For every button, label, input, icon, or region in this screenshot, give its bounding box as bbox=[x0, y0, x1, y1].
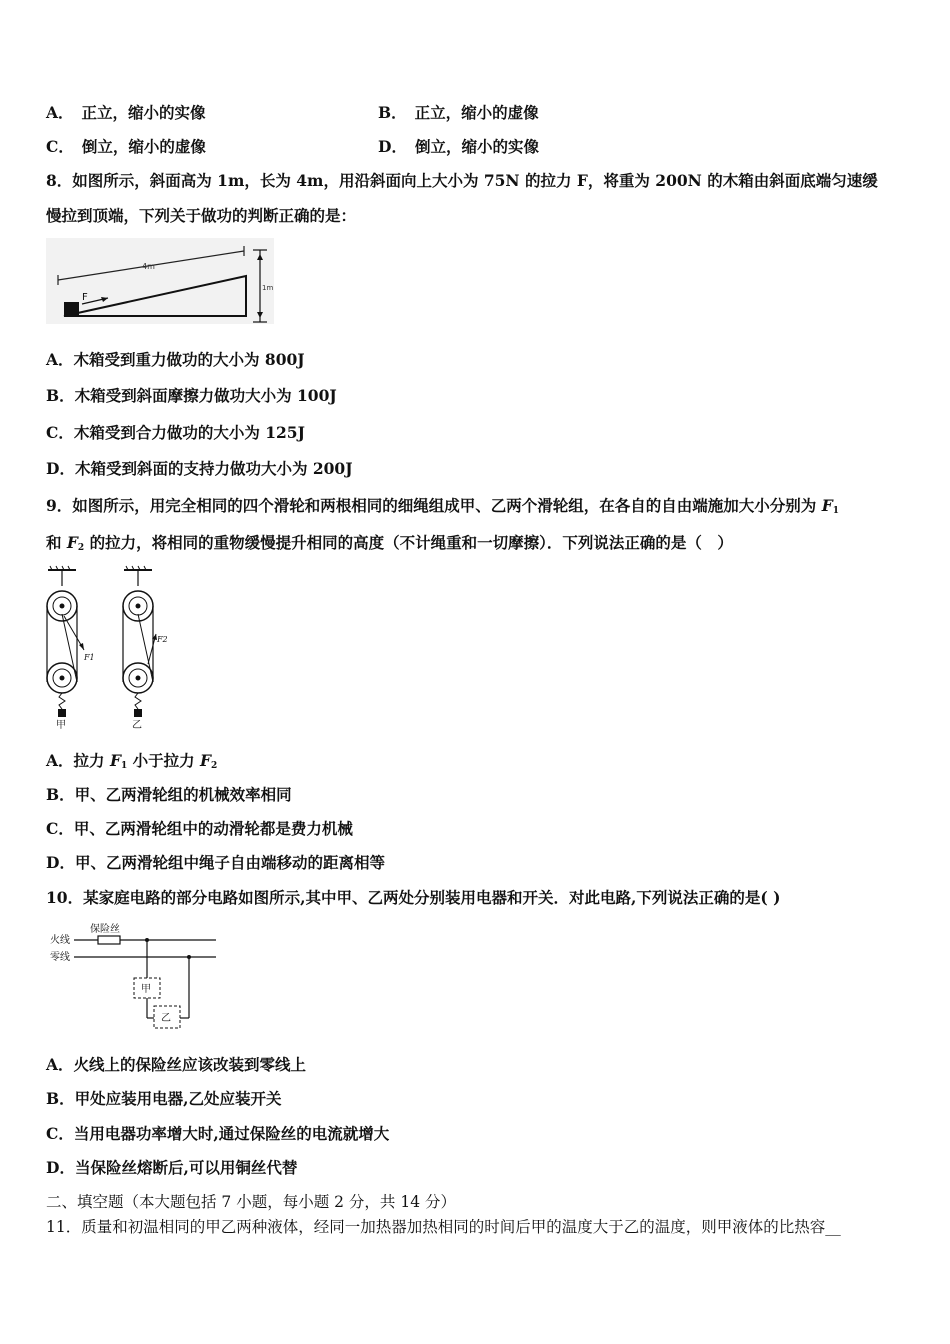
q9-stem-line-2-post: 的拉力，将相同的重物缓慢提升相同的高度（不计绳重和一切摩擦）．下列说法正确的是（ ） bbox=[84, 533, 733, 552]
q7-option-d bbox=[378, 137, 539, 157]
fuse bbox=[98, 936, 120, 944]
box-yi-label: 乙 bbox=[161, 1013, 171, 1024]
q8-option-d: D．木箱受到斜面的支持力做功大小为 200J bbox=[46, 459, 353, 478]
q10-option-a: A．火线上的保险丝应该改装到零线上 bbox=[46, 1055, 307, 1074]
section-2-title: 二、填空题（本大题包括 7 小题，每小题 2 分，共 14 分） bbox=[46, 1193, 457, 1211]
q9-option-a-pre: A．拉力 bbox=[46, 751, 110, 770]
label-jia: 甲 bbox=[56, 720, 66, 730]
incline-figure bbox=[46, 238, 274, 324]
force-label: F bbox=[82, 292, 88, 303]
q9-option-a-f2: F bbox=[200, 751, 212, 770]
q10-option-b: B．甲处应装用电器,乙处应装开关 bbox=[46, 1089, 282, 1108]
q7-option-c-text: 倒立，缩小的虚像 bbox=[81, 137, 206, 156]
q9-f1-subscript: 1 bbox=[832, 506, 839, 516]
q9-stem-line-2-pre: 和 bbox=[46, 533, 67, 552]
q9-f2-symbol: F bbox=[66, 533, 78, 552]
box-jia-label: 甲 bbox=[141, 984, 151, 995]
q11-stem: 11．质量和初温相同的甲乙两种液体，经同一加热器加热相同的时间后甲的温度大于乙的温度，则甲液体的比热容__ bbox=[46, 1218, 841, 1236]
q7-option-b-label: B． bbox=[378, 103, 407, 122]
pulley-system-yi bbox=[123, 566, 168, 730]
q8-option-a: A．木箱受到重力做功的大小为 800J bbox=[46, 350, 305, 369]
q9-stem-line-2 bbox=[46, 533, 906, 558]
label-yi: 乙 bbox=[132, 720, 142, 730]
q7-option-a-text: 正立，缩小的实像 bbox=[81, 103, 206, 122]
incline-figure-background bbox=[46, 238, 274, 324]
q7-option-c-label: C． bbox=[46, 137, 74, 156]
q9-option-a-f1-sub: 1 bbox=[120, 761, 128, 771]
q8-option-c: C．木箱受到合力做功的大小为 125J bbox=[46, 423, 305, 442]
pulley-system-jia bbox=[47, 566, 95, 730]
q7-option-b-text: 正立，缩小的虚像 bbox=[414, 103, 539, 122]
q9-option-d: D．甲、乙两滑轮组中绳子自由端移动的距离相等 bbox=[46, 853, 385, 872]
q7-option-a-label: A． bbox=[46, 103, 74, 122]
q9-option-b: B．甲、乙两滑轮组的机械效率相同 bbox=[46, 785, 292, 804]
q9-option-a-f1: F bbox=[109, 751, 121, 770]
q9-option-c: C．甲、乙两滑轮组中的动滑轮都是费力机械 bbox=[46, 819, 353, 838]
circuit-figure bbox=[50, 920, 222, 1032]
q7-option-c bbox=[46, 137, 206, 157]
q9-stem-line-1 bbox=[46, 496, 906, 521]
q8-option-b: B．木箱受到斜面摩擦力做功大小为 100J bbox=[46, 386, 337, 405]
q7-option-b bbox=[378, 103, 539, 123]
q10-option-d: D．当保险丝熔断后,可以用铜丝代替 bbox=[46, 1158, 298, 1177]
wooden-box bbox=[64, 302, 79, 315]
q7-option-d-text: 倒立，缩小的实像 bbox=[414, 137, 539, 156]
force-label-f1: F1 bbox=[84, 653, 95, 662]
q9-option-a bbox=[46, 751, 217, 776]
q9-f2-subscript: 2 bbox=[77, 543, 85, 553]
fuse-label: 保险丝 bbox=[90, 924, 120, 935]
q9-f1-symbol: F bbox=[821, 496, 833, 515]
live-wire-label: 火线 bbox=[50, 935, 70, 946]
force-label-f2: F2 bbox=[157, 635, 168, 644]
incline-height-label: 1m bbox=[262, 284, 274, 292]
q10-option-c: C．当用电器功率增大时,通过保险丝的电流就增大 bbox=[46, 1124, 390, 1143]
q8-stem-line-1: 8．如图所示，斜面高为 1m，长为 4m，用沿斜面向上大小为 75N 的拉力 F，将重为 200N 的木箱由斜面底端匀速缓 bbox=[46, 171, 878, 190]
weight-jia bbox=[58, 709, 66, 717]
incline-length-label: 4m bbox=[142, 262, 155, 271]
weight-yi bbox=[134, 709, 142, 717]
q7-option-d-label: D． bbox=[378, 137, 407, 156]
q9-option-a-f2-sub: 2 bbox=[211, 761, 218, 771]
q7-option-a bbox=[46, 103, 206, 123]
q10-stem: 10．某家庭电路的部分电路如图所示,其中甲、乙两处分别装用电器和开关．对此电路,下列说法正确的是( ) bbox=[46, 888, 781, 907]
q9-option-a-mid: 小于拉力 bbox=[127, 751, 201, 770]
q8-stem-line-2: 慢拉到顶端，下列关于做功的判断正确的是： bbox=[46, 206, 357, 225]
q9-stem-line-1-text: 9．如图所示，用完全相同的四个滑轮和两根相同的细绳组成甲、乙两个滑轮组，在各自的自由端施加大小分别为 bbox=[46, 496, 822, 515]
pulley-figure bbox=[40, 564, 170, 730]
neutral-wire-label: 零线 bbox=[50, 952, 70, 963]
